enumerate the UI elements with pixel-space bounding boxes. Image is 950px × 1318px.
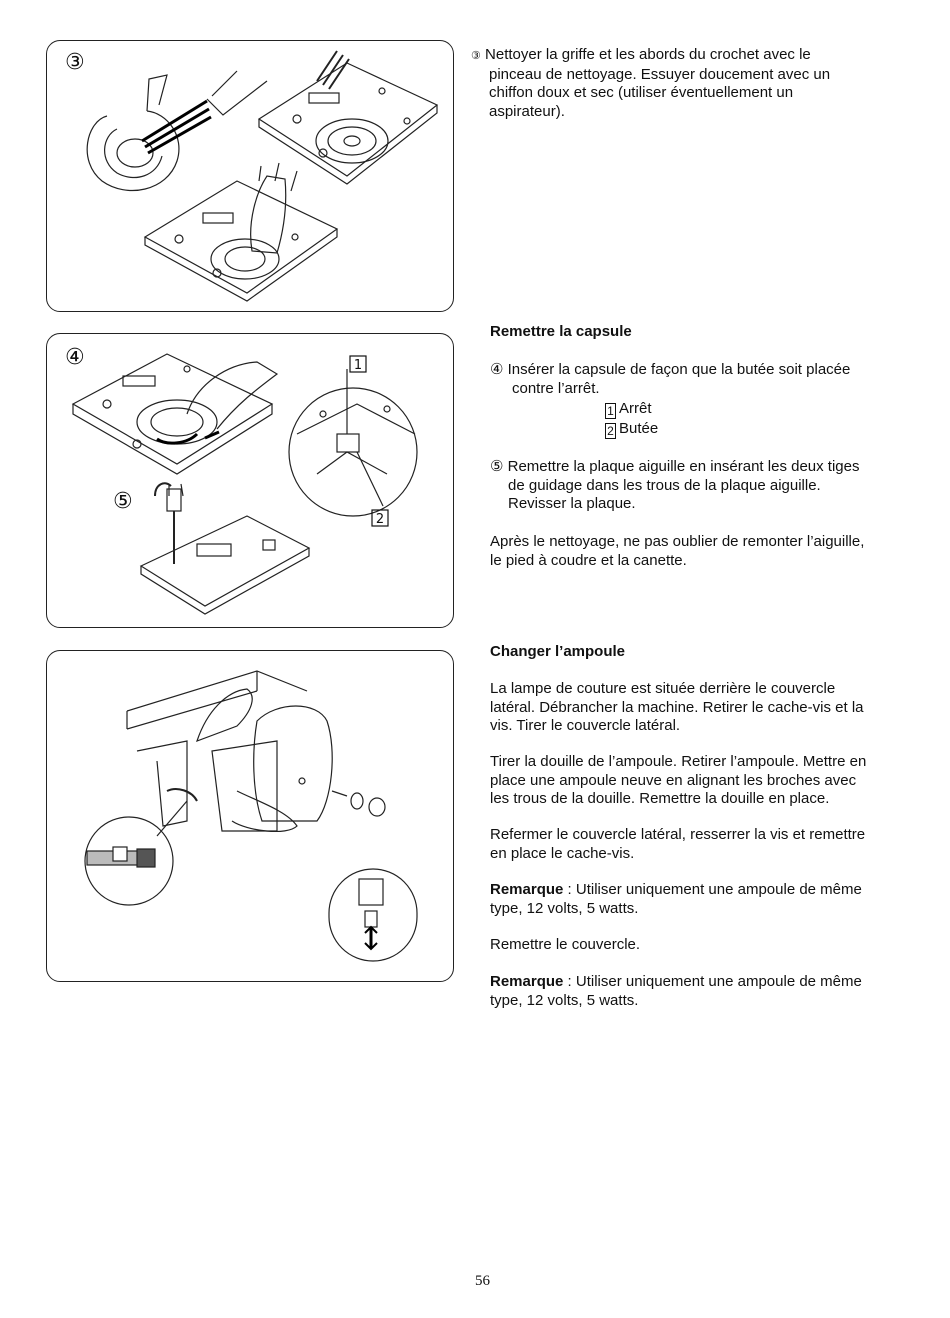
needle-plate-bottom-drawing bbox=[145, 163, 337, 301]
step-5-text bbox=[490, 458, 900, 514]
screwdriver-plate-drawing bbox=[141, 483, 309, 614]
bulb-p1-line-3: vis. Tirer le couvercle latéral. bbox=[490, 717, 681, 734]
step-4-line-2: contre l’arrêt. bbox=[512, 379, 600, 397]
note-1-text: : Utiliser uniquement une ampoule de même bbox=[563, 881, 862, 898]
figure-label-4: ④ bbox=[65, 345, 85, 370]
bulb-p2-line-1: Tirer la douille de l’ampoule. Retirer l’ampoule. Mettre en bbox=[490, 753, 867, 770]
bulb-zoom-drawing bbox=[329, 869, 417, 961]
needle-plate-top-drawing bbox=[259, 51, 437, 184]
figure-bobbin-case bbox=[46, 333, 454, 628]
bulb-p2-line-3: les trous de la douille. Remettre la douille en place. bbox=[490, 790, 830, 807]
step-5-line-1: ⑤ Remettre la plaque aiguille en insérant les deux tiges bbox=[490, 458, 860, 475]
callout-2: 2 bbox=[375, 512, 385, 527]
bulb-p3-line-2: en place le cache-vis. bbox=[490, 844, 635, 862]
bulb-paragraph-3 bbox=[490, 826, 900, 863]
after-cleaning-text bbox=[490, 533, 900, 570]
step-5-line-3: Revisser la plaque. bbox=[508, 495, 636, 512]
step-3-line-4: aspirateur). bbox=[489, 102, 565, 120]
figure-label-5: ⑤ bbox=[113, 489, 133, 514]
step-4-line-1: ④ Insérer la capsule de façon que la butée soit placée bbox=[490, 361, 851, 378]
note-1-line-2: type, 12 volts, 5 watts. bbox=[490, 899, 639, 917]
zoom-detail-drawing bbox=[289, 369, 417, 516]
bulb-paragraph-4: Remettre le couvercle. bbox=[490, 936, 641, 953]
bobbin-case-drawing bbox=[87, 71, 267, 191]
step-3-line-3: chiffon doux et sec (utiliser éventuellement un bbox=[489, 84, 794, 101]
legend-number-2: 2 bbox=[605, 423, 616, 439]
bulb-paragraph-2 bbox=[490, 753, 900, 809]
legend-text-1: Arrêt bbox=[619, 400, 652, 417]
legend-text-2: Butée bbox=[619, 420, 659, 437]
lamp-socket-zoom-drawing bbox=[85, 801, 187, 905]
note-2-label: Remarque bbox=[490, 973, 564, 990]
bulb-note-1 bbox=[490, 881, 900, 918]
bulb-note-2 bbox=[490, 973, 900, 1010]
step-3-line-2: pinceau de nettoyage. Essuyer doucement avec un bbox=[489, 65, 831, 83]
figure-label-3: ③ bbox=[65, 50, 85, 75]
section-cleaning-text bbox=[471, 46, 891, 121]
callout-1: 1 bbox=[353, 358, 363, 373]
legend-item-2 bbox=[605, 420, 658, 439]
figure-bulb-change bbox=[46, 650, 454, 982]
note-2-line-2: type, 12 volts, 5 watts. bbox=[490, 991, 639, 1009]
page-number: 56 bbox=[475, 1273, 490, 1289]
bulb-p3-line-1: Refermer le couvercle latéral, resserrer la vis et remettre bbox=[490, 826, 866, 843]
bulb-p2-line-2: place une ampoule neuve en alignant les broches avec bbox=[490, 771, 857, 789]
heading-change-bulb: Changer l’ampoule bbox=[490, 643, 626, 660]
legend-number-1: 1 bbox=[605, 403, 616, 419]
step-3-line-1: ③ Nettoyer la griffe et les abords du crochet avec le bbox=[471, 46, 811, 63]
note-2-text: : Utiliser uniquement une ampoule de même bbox=[563, 973, 862, 990]
step-4-text bbox=[490, 361, 900, 398]
bulb-p1-line-1: La lampe de couture est située derrière le couvercle bbox=[490, 680, 836, 697]
bulb-paragraph-1 bbox=[490, 680, 900, 736]
machine-head-drawing bbox=[127, 671, 385, 831]
figure-cleaning-hook bbox=[46, 40, 454, 312]
legend-item-1 bbox=[605, 400, 652, 419]
step-5-line-2: de guidage dans les trous de la plaque aiguille. bbox=[508, 476, 821, 494]
after-line-1: Après le nettoyage, ne pas oublier de remonter l’aiguille, bbox=[490, 533, 865, 550]
heading-replace-bobbin-case: Remettre la capsule bbox=[490, 323, 632, 340]
bulb-p1-line-2: latéral. Débrancher la machine. Retirer le cache-vis et la bbox=[490, 698, 864, 716]
bulb-illustration bbox=[47, 651, 453, 981]
bobbin-case-illustration bbox=[47, 334, 453, 627]
note-1-label: Remarque bbox=[490, 881, 564, 898]
after-line-2: le pied à coudre et la canette. bbox=[490, 551, 687, 569]
bobbin-insert-drawing bbox=[73, 354, 277, 474]
cleaning-illustration bbox=[47, 41, 453, 311]
